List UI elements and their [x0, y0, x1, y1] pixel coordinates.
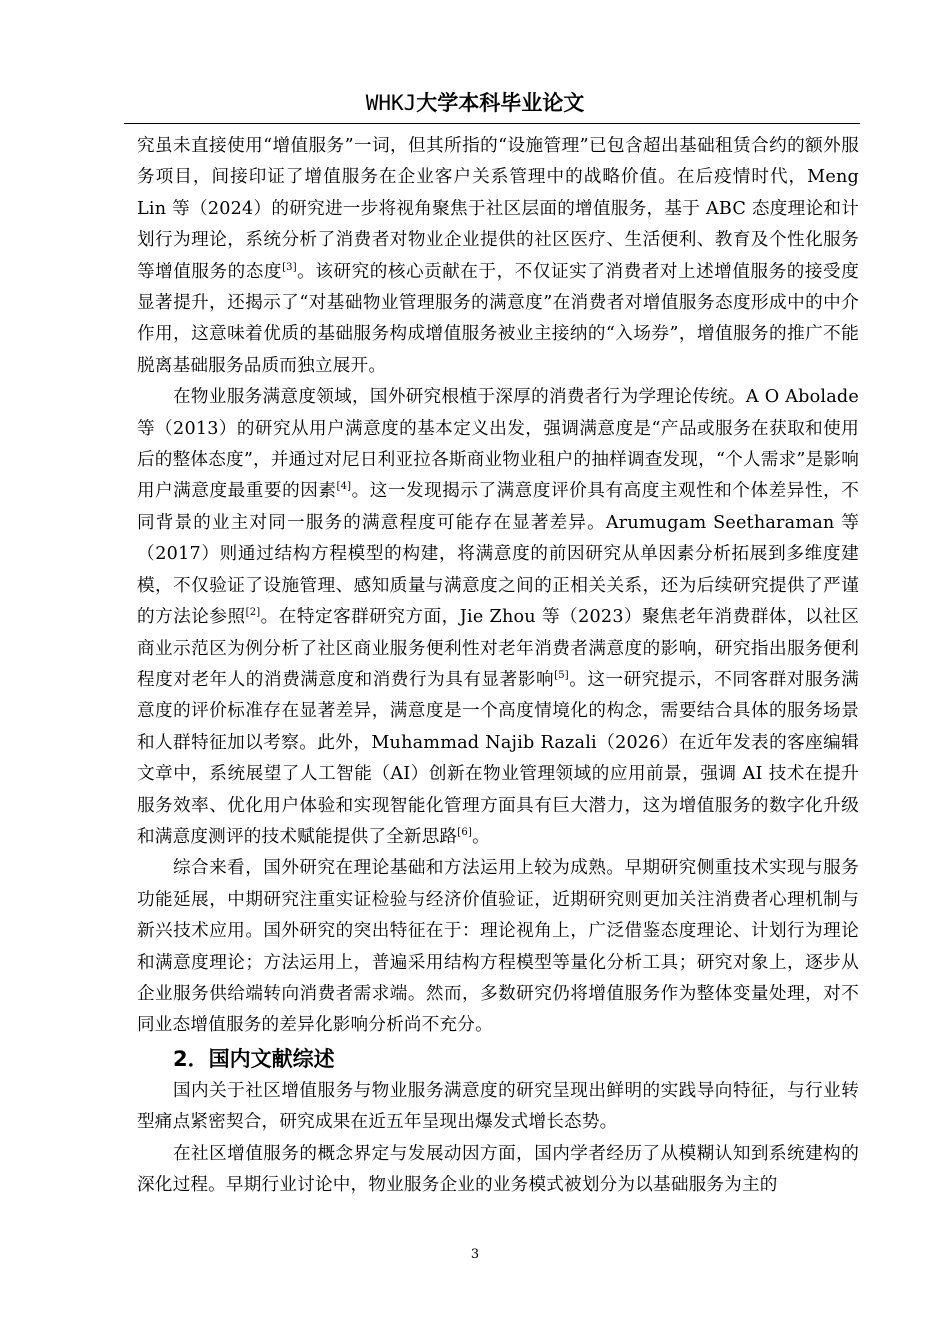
text-run: 。在特定客群研究方面，Jie Zhou 等（2023）聚焦老年消费群体，以社区商业示范区为例分析了社区商业服务便利性对老年消费者满意度的影响，研究指出服务便利程度对老年人的消费满意度和消费行为具有显著影响	[137, 607, 860, 690]
text-run: 。这一发现揭示了满意度评价具有高度主观性和个体差异性，不同背景的业主对同一服务的满意程度可能存在显著差异。Arumugam Seetharaman 等（2017）则通过结构方程模型的构建，将满意度的前因研究从单因素分析拓展到多维度建模，不仅验证了设施管理、感知质量与满意度之间的正相关关系，还为后续研究提供了严谨的方法论参照	[137, 481, 860, 628]
text-run: 综合来看，国外研究在理论基础和方法运用上较为成熟。早期研究侧重技术实现与服务功能延展，中期研究注重实证检验与经济价值验证，近期研究则更加关注消费者心理机制与新兴技术应用。国外研究的突出特征在于：理论视角上，广泛借鉴态度理论、计划行为理论和满意度理论；方法运用上，普遍采用结构方程模型等量化分析工具；研究对象上，逐步从企业服务供给端转向消费者需求端。然而，多数研究仍将增值服务作为整体变量处理，对不同业态增值服务的差异化影响分析尚不充分。	[137, 858, 859, 1036]
text-run: 。这一研究提示，不同客群对服务满意度的评价标准存在显著差异，满意度是一个高度情境化的构念，需要结合具体的服务场景和人群特征加以考察。此外，Muhammad Najib Razali（2026）在近年发表的客座编辑文章中，系统展望了人工智能（AI）创新在物业管理领域的应用前景，强调 AI 技术在提升服务效率、优化用户体验和实现智能化管理方面具有巨大潜力，这为增值服务的数字化升级和满意度测评的技术赋能提供了全新思路	[137, 669, 860, 847]
text-run: 。该研究的核心贡献在于，不仅证实了消费者对上述增值服务的接受度显著提升，还揭示了“对基础物业管理服务的满意度”在消费者对增值服务态度形成中的中介作用，这意味着优质的基础服务构成增值服务被业主接纳的“入场券”，增值服务的推广不能脱离基础服务品质而独立展开。	[137, 261, 859, 376]
header-rule	[124, 123, 860, 124]
paragraph	[137, 131, 859, 382]
citation: [4]	[336, 481, 352, 493]
text-run: 。	[472, 826, 490, 847]
text-run: 国内关于社区增值服务与物业服务满意度的研究呈现出鲜明的实践导向特征，与行业转型痛点紧密契合，研究成果在近五年呈现出爆发式增长态势。	[137, 1080, 859, 1133]
paragraph	[137, 382, 859, 853]
citation: [3]	[282, 261, 297, 273]
citation: [6]	[457, 827, 473, 839]
header-latin: WHKJ	[365, 91, 417, 115]
page-header	[0, 88, 950, 118]
section-heading: 2．国内文献综述	[173, 1046, 335, 1071]
paragraph	[137, 853, 859, 1041]
page-number: 3	[470, 1247, 480, 1262]
text-run: 究虽未直接使用“增值服务”一词，但其所指的“设施管理”已包含超出基础租赁合约的额外服务项目，间接印证了增值服务在企业客户关系管理中的战略价值。在后疫情时代，Meng Lin 等（2024）的研究进一步将视角聚焦于社区层面的增值服务，基于 ABC 态度理论和计划行为理论，系统分析了消费者对物业企业提供的社区医疗、生活便利、教育及个性化服务等增值服务的态度	[137, 136, 859, 282]
paragraph	[137, 1076, 859, 1139]
citation: [5]	[554, 670, 569, 682]
body-text	[137, 131, 859, 1201]
header-title: 大学本科毕业论文	[416, 91, 585, 115]
text-run: 在社区增值服务的概念界定与发展动因方面，国内学者经历了从模糊认知到系统建构的深化过程。早期行业讨论中，物业服务企业的业务模式被划分为以基础服务为主的	[137, 1143, 859, 1195]
text-run: 在物业服务满意度领域，国外研究根植于深厚的消费者行为学理论传统。A O Abolade 等（2013）的研究从用户满意度的基本定义出发，强调满意度是“产品或服务在获取和使用后的整体态度”，并通过对尼日利亚拉各斯商业物业租户的抽样调查发现，“个人需求”是影响用户满意度最重要的因素	[137, 387, 859, 502]
citation: [2]	[245, 607, 261, 619]
paragraph	[137, 1139, 859, 1202]
